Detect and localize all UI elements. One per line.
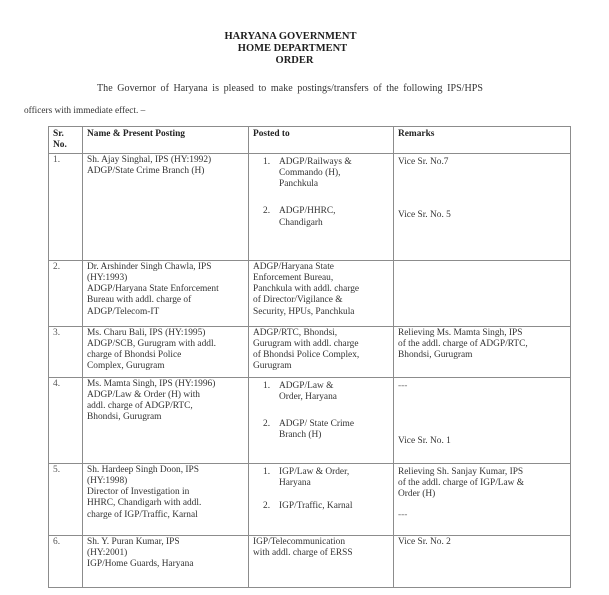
posting-line: Gurugram [253, 361, 292, 372]
posting-item [253, 501, 389, 512]
name-line: ADGP/Law & Order (H) with [87, 389, 200, 400]
posting-item [253, 157, 389, 191]
remark-line: Vice Sr. No.7 [398, 156, 449, 167]
sr-no: 3. [49, 326, 83, 377]
posting-line: Haryana [279, 477, 311, 488]
remark-line: Order (H) [398, 489, 436, 500]
name-present-posting [83, 535, 249, 587]
posting-line: Chandigarh [279, 217, 323, 228]
posting-item [253, 467, 389, 490]
remark-line: Relieving Ms. Mamta Singh, IPS [398, 327, 523, 338]
name-line: charge of IGP/Traffic, Karnal [87, 509, 198, 520]
remark-line: of the addl. charge of IGP/Law & [398, 477, 525, 488]
name-line: Bhondsi, Gurugram [87, 412, 162, 423]
posting-line: ADGP/Railways & [279, 156, 352, 167]
posting-item [253, 206, 389, 229]
posting-line: Commando (H), [279, 167, 341, 178]
intro-text-line1: The Governor of Haryana is pleased to make postings/transfers of the following IPS/HPS [97, 83, 484, 94]
posted-to [249, 377, 394, 463]
posted-to [249, 326, 394, 377]
header-name-present-posting: Name & Present Posting [83, 127, 249, 154]
name-line: IGP/Home Guards, Haryana [87, 559, 194, 570]
name-line: Director of Investigation in [87, 487, 190, 498]
table-row [49, 463, 571, 535]
item-number: 2. [263, 419, 271, 430]
posted-to [249, 153, 394, 260]
name-line: HHRC, Chandigarh with addl. [87, 498, 202, 509]
sr-no: 5. [49, 463, 83, 535]
name-line: Dr. Arshinder Singh Chawla, IPS [87, 261, 212, 272]
name-line: Sh. Hardeep Singh Doon, IPS [87, 464, 199, 475]
name-present-posting [83, 260, 249, 326]
posted-to [249, 260, 394, 326]
name-line: Ms. Mamta Singh, IPS (HY:1996) [87, 378, 216, 389]
remark-line: Vice Sr. No. 1 [398, 435, 451, 446]
name-line: ADGP/SCB, Gurugram with addl. [87, 338, 216, 349]
item-number: 2. [263, 206, 271, 217]
name-line: Complex, Gurugram [87, 361, 165, 372]
name-line: (HY:1998) [87, 475, 128, 486]
sr-no: 4. [49, 377, 83, 463]
remark-line: Vice Sr. No. 2 [398, 536, 451, 547]
title-government: HARYANA GOVERNMENT [224, 31, 357, 42]
posting-line: ADGP/Haryana State [253, 261, 334, 272]
name-line: charge of Bhondsi Police [87, 350, 182, 361]
name-line: Sh. Ajay Singhal, IPS (HY:1992) [87, 154, 212, 165]
table-row [49, 377, 571, 463]
remarks [394, 377, 571, 463]
remarks [394, 260, 571, 326]
header-remarks: Remarks [394, 127, 571, 154]
item-number: 1. [263, 156, 271, 167]
posting-line: ADGP/RTC, Bhondsi, [253, 327, 338, 338]
remarks [394, 535, 571, 587]
sr-no: 1. [49, 153, 83, 260]
posting-line: Panchkula with addl. charge [253, 284, 360, 295]
posting-line: of Director/Vigilance & [253, 295, 343, 306]
posting-line: Order, Haryana [279, 391, 337, 402]
posting-line: Gurugram with addl. charge [253, 338, 359, 349]
name-line: addl. charge of ADGP/RTC, [87, 401, 193, 412]
posting-line: Branch (H) [279, 430, 322, 441]
name-line: ADGP/State Crime Branch (H) [87, 165, 205, 176]
title-department: HOME DEPARTMENT [237, 43, 348, 54]
item-number: 2. [263, 501, 271, 512]
name-present-posting [83, 463, 249, 535]
remark-line: Bhondsi, Gurugram [398, 350, 473, 361]
name-line: Ms. Charu Bali, IPS (HY:1995) [87, 327, 206, 338]
name-present-posting [83, 326, 249, 377]
name-line: Sh. Y. Puran Kumar, IPS [87, 536, 180, 547]
name-present-posting [83, 153, 249, 260]
posting-line: IGP/Law & Order, [279, 466, 350, 477]
posting-item [253, 419, 389, 442]
name-line: (HY:1993) [87, 272, 128, 283]
posting-line: Enforcement Bureau, [253, 272, 334, 283]
table-row [49, 326, 571, 377]
name-line: Bureau with addl. charge of [87, 295, 192, 306]
remarks [394, 326, 571, 377]
posting-line: ADGP/Law & [279, 380, 334, 391]
item-number: 1. [263, 466, 271, 477]
item-number: 1. [263, 380, 271, 391]
remark-line: Vice Sr. No. 5 [398, 209, 451, 220]
posting-line: IGP/Telecommunication [253, 536, 346, 547]
sr-no: 2. [49, 260, 83, 326]
table-header-row [49, 127, 571, 154]
table-row [49, 260, 571, 326]
posting-line: IGP/Traffic, Karnal [279, 501, 353, 512]
name-line: ADGP/Telecom-IT [87, 306, 160, 317]
posting-line: Security, HPUs, Panchkula [253, 306, 355, 317]
posting-item [253, 381, 389, 404]
remark-line: --- [398, 380, 408, 391]
title-order: ORDER [275, 55, 314, 66]
intro-text-line2: officers with immediate effect. – [24, 106, 146, 116]
remark-line: Relieving Sh. Sanjay Kumar, IPS [398, 466, 524, 477]
remarks [394, 463, 571, 535]
posting-line: ADGP/ State Crime [279, 419, 354, 430]
postings-table [48, 126, 571, 588]
posted-to [249, 535, 394, 587]
sr-no: 6. [49, 535, 83, 587]
posting-line: with addl. charge of ERSS [253, 547, 353, 558]
name-line: ADGP/Haryana State Enforcement [87, 284, 219, 295]
header-sr-no: Sr. No. [49, 127, 83, 154]
table-row [49, 535, 571, 587]
posted-to [249, 463, 394, 535]
posting-line: Panchkula [279, 179, 319, 190]
header-posted-to: Posted to [249, 127, 394, 154]
table-row [49, 153, 571, 260]
remark-line: --- [398, 510, 408, 521]
remarks [394, 153, 571, 260]
posting-line: ADGP/HHRC, [279, 206, 336, 217]
name-line: (HY:2001) [87, 547, 128, 558]
name-present-posting [83, 377, 249, 463]
posting-line: of Bhondsi Police Complex, [253, 350, 360, 361]
remark-line: of the addl. charge of ADGP/RTC, [398, 338, 528, 349]
